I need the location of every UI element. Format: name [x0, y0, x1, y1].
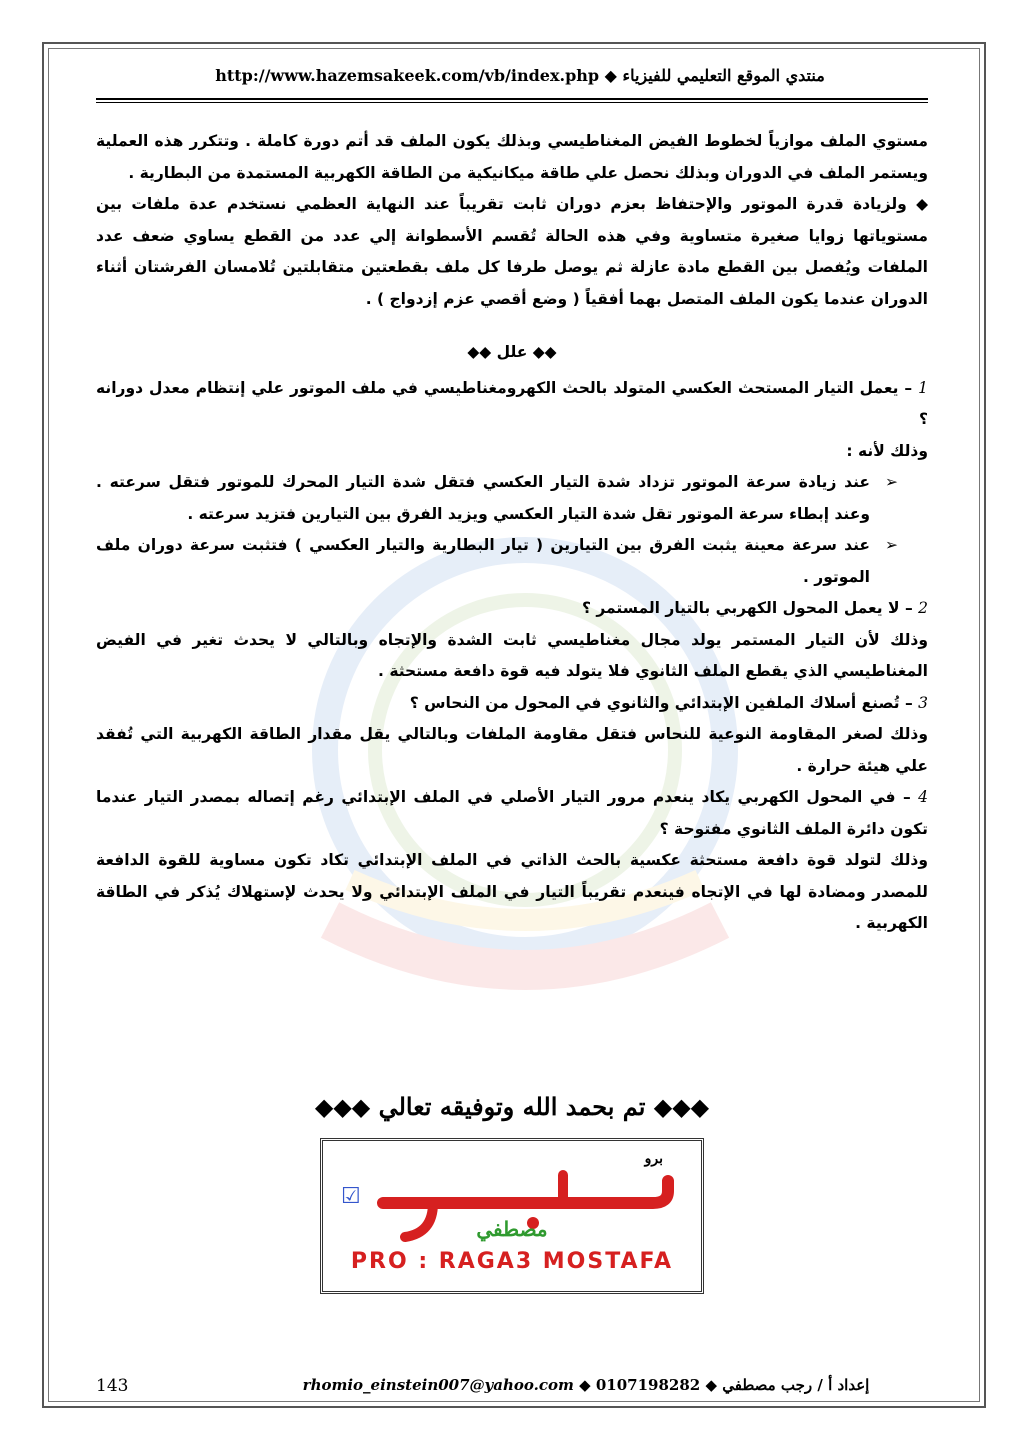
bullet-text: عند سرعة معينة يثبت الفرق بين التيارين ( تيار البطارية والتيار العكسي ) فتثبت سرعة دوران ملف الموتور .: [96, 536, 870, 586]
logo-prefix: برو: [644, 1151, 663, 1167]
forum-url[interactable]: http://www.hazemsakeek.com/vb/index.php: [215, 66, 600, 85]
question-text: – يعمل التيار المستحث العكسي المتولد بالحث الكهرومغناطيسي في ملف الموتور علي إنتظام معدل دورانه ؟: [96, 378, 928, 428]
email-address[interactable]: rhomio_einstein007@yahoo.com: [302, 1376, 574, 1394]
question-text: – في المحول الكهربي يكاد ينعدم مرور التيار الأصلي في الملف الإبتدائي رغم إتصاله بمصدر التيار عندما تكون دائرة الملف الثانوي مفتوحة ؟: [96, 788, 928, 838]
list-item: [96, 467, 928, 530]
author-logo: [320, 1138, 704, 1294]
header-rule-thin: [96, 102, 928, 103]
document-body: [96, 126, 928, 940]
question: [96, 782, 928, 845]
bullet-text: عند زيادة سرعة الموتور تزداد شدة التيار العكسي فتقل شدة التيار المحرك للموتور فتقل سرعته . وعند إبطاء سرعة الموتور تقل شدة التيار العكسي ويزيد الفرق بين التيارين فتزيد سرعته .: [96, 473, 870, 523]
footer-separator: ◆: [705, 1376, 718, 1394]
logo-english-name: PRO : RAGA3 MOSTAFA: [350, 1249, 674, 1274]
phone-number: 0107198282: [595, 1376, 701, 1394]
page-number: 143: [96, 1376, 129, 1396]
paragraph: مستوي الملف موازياً لخطوط الفيض المغناطيسي وبذلك يكون الملف قد أتم دورة كاملة . وتتكرر هذه العملية ويستمر الملف في الدوران وبذلك نحصل علي طاقة ميكانيكية من الطاقة الكهربية المستمدة من البطارية .: [96, 132, 928, 182]
question-number: 1: [918, 378, 928, 397]
forum-name: منتدي الموقع التعليمي للفيزياء: [622, 66, 825, 85]
question-text: – لا يعمل المحول الكهربي بالتيار المستمر ؟: [581, 599, 913, 617]
question: [96, 373, 928, 436]
page-header: [100, 66, 940, 85]
answer: وذلك لتولد قوة دافعة مستحثة عكسية بالحث الذاتي في الملف الإبتدائي تكاد تكون مساوية للقوة الدافعة للمصدر ومضادة لها في الإتجاه فينعدم تقريباً التيار في الملف الإبتدائي ولا يحدث لإستهلاك يُذكر في الطاقة الكهربية .: [96, 851, 928, 932]
arrow-bullet-icon: ➢: [885, 473, 898, 491]
footer-contact: [246, 1376, 926, 1394]
question-text: – تُصنع أسلاك الملفين الإبتدائي والثانوي في المحول من النحاس ؟: [409, 693, 913, 712]
prepared-by: إعداد أ / رجب مصطفي: [722, 1376, 870, 1394]
footer-separator: ◆: [579, 1376, 591, 1394]
header-separator: ◆: [604, 66, 617, 85]
header-rule: [96, 98, 928, 100]
answer: وذلك لصغر المقاومة النوعية للنحاس فتقل مقاومة الملفات وبالتالي يقل مقدار الطاقة الكهربية التي تُفقد علي هيئة حرارة .: [96, 725, 928, 775]
question-number: 3: [918, 693, 928, 712]
answer-intro: وذلك لأنه :: [846, 441, 928, 460]
section-heading: ◆◆ علل ◆◆: [467, 343, 557, 361]
logo-subtitle: مصطفي: [476, 1217, 548, 1241]
answer: وذلك لأن التيار المستمر يولد مجال مغناطيسي ثابت الشدة والإتجاه وبالتالي لا يحدث تغير في الفيض المغناطيسي الذي يقطع الملف الثانوي فلا يتولد فيه قوة دافعة مستحثة .: [96, 630, 928, 680]
list-item: [96, 530, 928, 593]
question-number: 4: [918, 788, 928, 806]
paragraph: ◆ ولزيادة قدرة الموتور والإحتفاظ بعزم دوران ثابت تقريباً عند النهاية العظمي نستخدم عدة ملفات بين مستوياتها زوايا صغيرة متساوية وفي هذه الحالة تُقسم الأسطوانة إلي عدد من القطع يساوي ضعف عدد الملفات ويُفصل بين القطع مادة عازلة ثم يوصل طرفا كل ملف بقطعتين متقابلتين تُلامسان الفرشتان أثناء الدوران عندما يكون الملف المتصل بهما أفقياً ( وضع أقصي عزم إزدواج ) .: [96, 195, 928, 308]
question-number: 2: [918, 599, 928, 617]
arrow-bullet-icon: ➢: [885, 536, 898, 554]
page-footer: [96, 1376, 928, 1400]
checkmark-icon: ☑: [341, 1184, 361, 1209]
closing-line: ◆◆◆ تم بحمد الله وتوفيقه تعالي ◆◆◆: [314, 1092, 710, 1121]
question: [96, 593, 928, 625]
question: [96, 688, 928, 720]
